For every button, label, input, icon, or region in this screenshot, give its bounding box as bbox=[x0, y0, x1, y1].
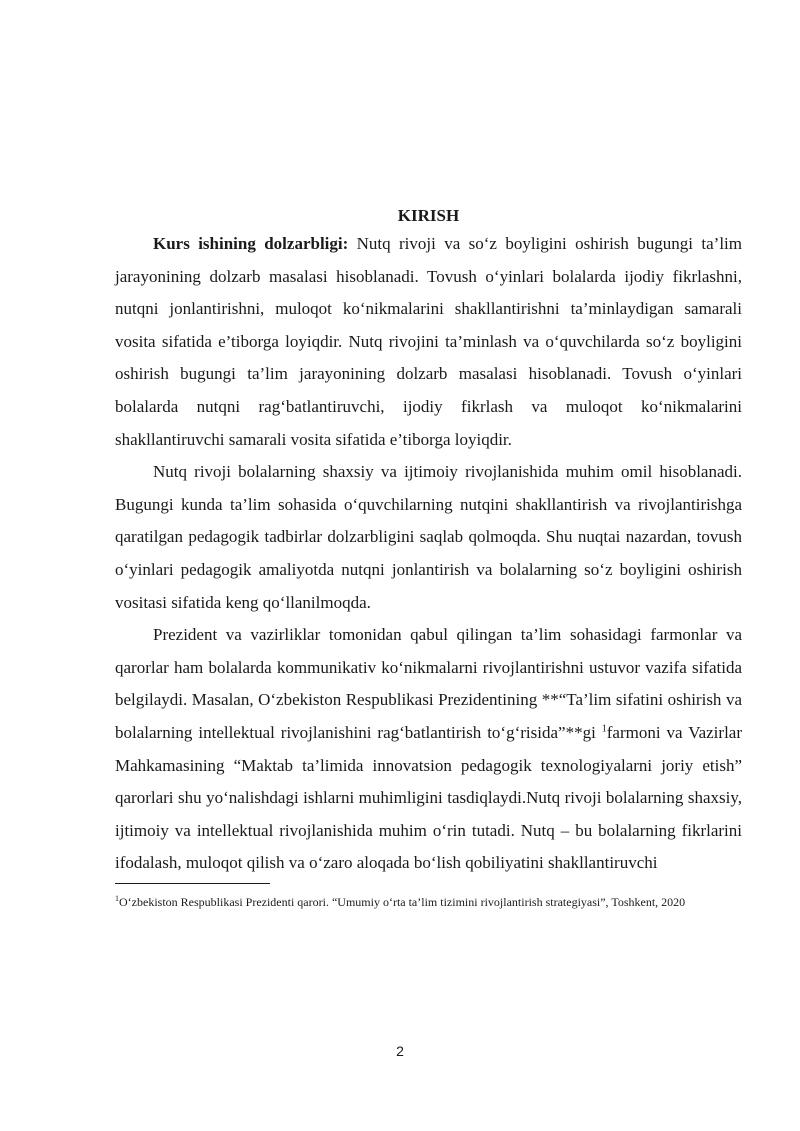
paragraph-decrees bbox=[115, 619, 742, 880]
paragraph-lead: Kurs ishining dolzarbligi: bbox=[153, 234, 349, 253]
footnote-reference[interactable]: 1 bbox=[601, 723, 607, 735]
footnote bbox=[115, 890, 742, 915]
paragraph-text: Nutq rivoji va so‘z boyligini oshirish bugungi ta’lim jarayonining dolzarb masalasi hisoblanadi. Tovush o‘yinlari bolalarda ijodiy fikrlashni, nutqni jonlantirishni, muloqot ko‘nikmalarini shakllantirishni ta’minlaydigan samarali vosita sifatida e’tiborga loyiqdir. Nutq rivojini ta’minlash va o‘quvchilarda so‘z boyligini oshirish bugungi ta’lim jarayonining dolzarb masalasi hisoblanadi. Tovush o‘yinlari bolalarda nutqni rag‘batlantiruvchi, ijodiy fikrlash va muloqot ko‘nikmalarini shakllantiruvchi samarali vosita sifatida e’tiborga loyiqdir. bbox=[115, 234, 742, 449]
footnote-number: 1 bbox=[115, 893, 119, 903]
paragraph-text-before: Prezident va vazirliklar tomonidan qabul qilingan ta’lim sohasidagi farmonlar va qarorlar ham bolalarda kommunikativ ko‘nikmalarni rivojlantirishni ustuvor vazifa sifatida belgilaydi. Masalan, O‘zbekiston Respublikasi Prezidentining **“Ta’lim sifatini oshirish va bolalarning intellektual rivojlanishini rag‘batlantirish to‘g‘risida”**gi bbox=[115, 625, 742, 742]
page-title: KIRISH bbox=[397, 206, 460, 225]
footnote-separator bbox=[115, 883, 270, 884]
paragraph-relevance bbox=[115, 228, 742, 456]
paragraph-speech-development: Nutq rivoji bolalarning shaxsiy va ijtimoiy rivojlanishida muhim omil hisoblanadi. Bugungi kunda ta’lim sohasida o‘quvchilarning nutqini shakllantirish va rivojlantirishga qaratilgan pedagogik tadbirlar dolzarbligini saqlab qolmoqda. Shu nuqtai nazardan, tovush o‘yinlari pedagogik amaliyotda nutqni jonlantirish va bolalarning so‘z boyligini oshirish vositasi sifatida keng qo‘llanilmoqda. bbox=[115, 462, 742, 612]
footnote-text: O‘zbekiston Respublikasi Prezidenti qarori. “Umumiy o‘rta ta’lim tizimini rivojlantirish strategiyasi”, Toshkent, 2020 bbox=[119, 894, 686, 909]
paragraph-text-after: farmoni va Vazirlar Mahkamasining “Maktab ta’limida innovatsion pedagogik texnologiyalarni joriy etish” qarorlari shu yo‘nalishdagi ishlarni muhimligini tasdiqlaydi.Nutq rivoji bolalarning shaxsiy, ijtimoiy va intellektual rivojlanishida muhim o‘rin tutadi. Nutq – bu bolalarning fikrlarini ifodalash, muloqot qilish va o‘zaro aloqada bo‘lish qobiliyatini shakllantiruvchi bbox=[115, 722, 742, 873]
page-number: 2 bbox=[396, 1043, 404, 1059]
